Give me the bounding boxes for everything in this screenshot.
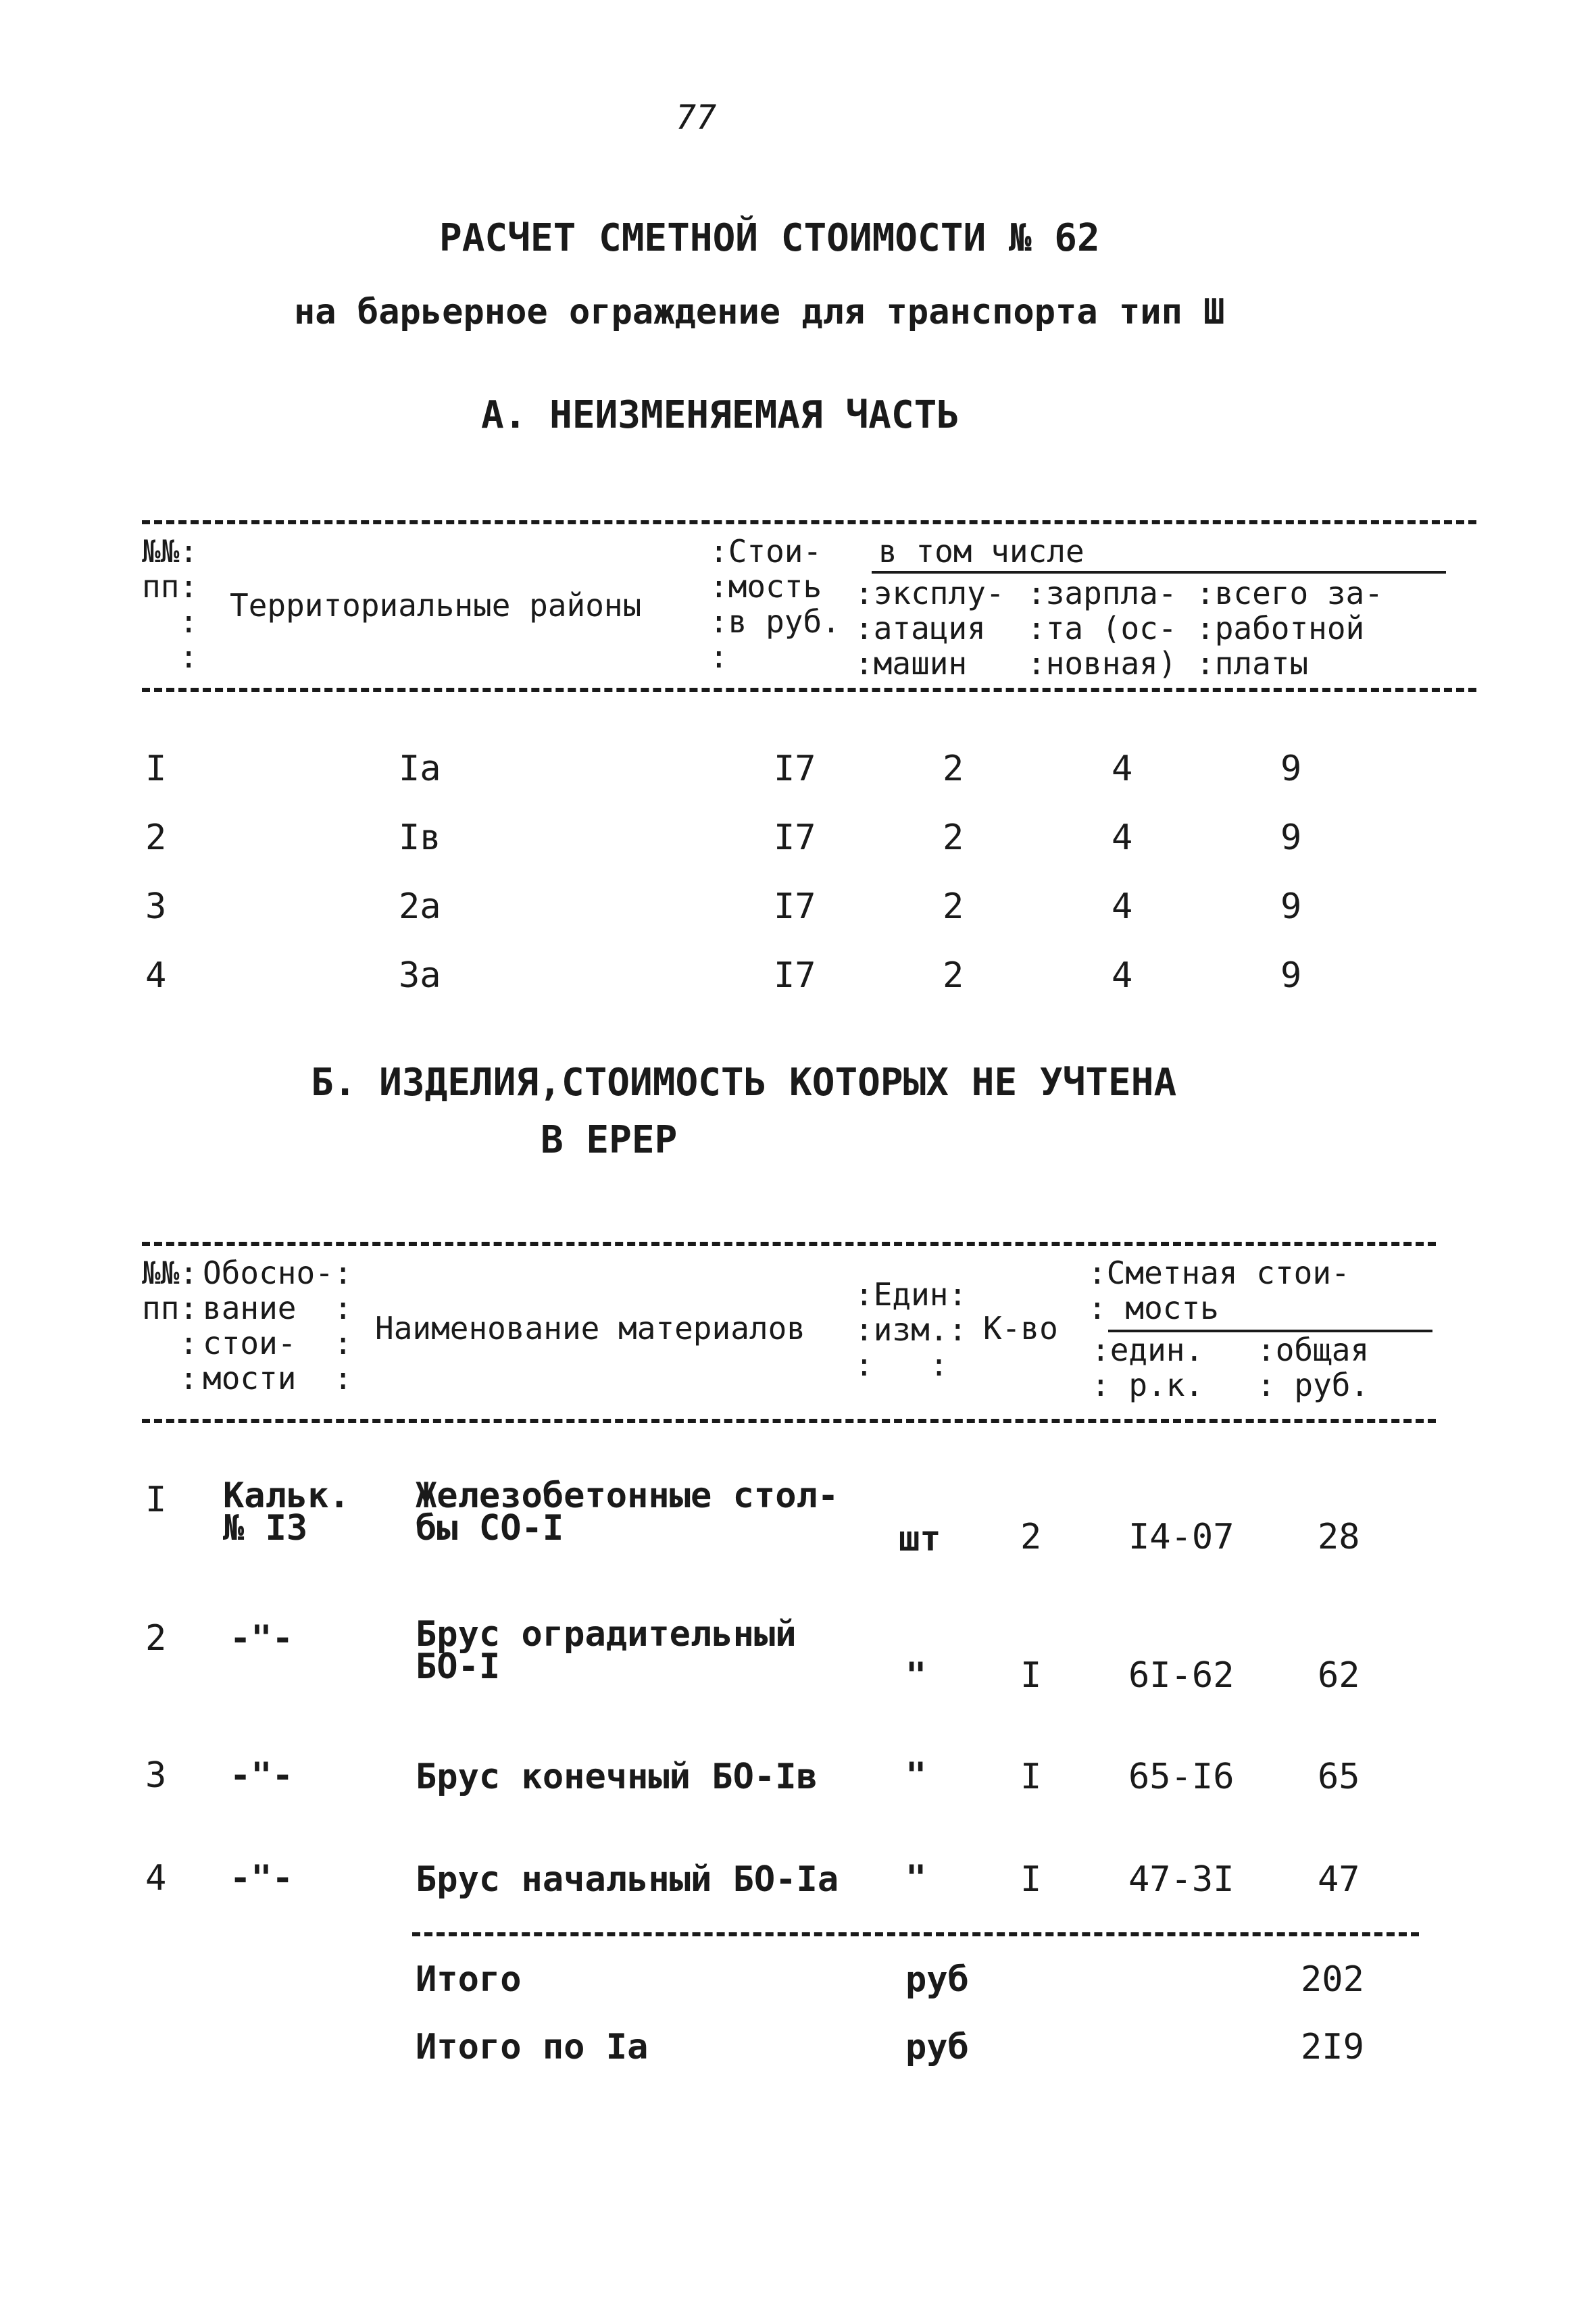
table-cell: 47-3I bbox=[1128, 1859, 1235, 1900]
table-cell: Итого bbox=[416, 1959, 522, 2000]
table-cell: 9 bbox=[1280, 886, 1302, 927]
section-b-heading-2: В ЕРЕР bbox=[541, 1118, 678, 1162]
table-cell: Брус конечный БО-Iв bbox=[416, 1757, 818, 1797]
table-cell: I bbox=[1020, 1655, 1042, 1696]
table-cell: 3 bbox=[145, 1755, 167, 1796]
table-cell: 2 bbox=[1020, 1517, 1042, 1557]
document-title: РАСЧЕТ СМЕТНОЙ СТОИМОСТИ № 62 bbox=[439, 216, 1100, 260]
table-cell: шт bbox=[899, 1519, 941, 1559]
table-a-incl-rule bbox=[872, 571, 1446, 574]
table-cell: 9 bbox=[1280, 955, 1302, 996]
table-cell: 2I9 bbox=[1301, 2027, 1364, 2067]
section-b-heading: Б. ИЗДЕЛИЯ,СТОИМОСТЬ КОТОРЫХ НЕ УЧТЕНА bbox=[311, 1061, 1177, 1105]
table-cell: 6I-62 bbox=[1128, 1655, 1235, 1696]
table-cell: " bbox=[905, 1755, 927, 1796]
document-subtitle: на барьерное ограждение для транспорта тип Ш bbox=[294, 292, 1225, 332]
table-cell: I7 bbox=[774, 955, 816, 996]
table-cell: 4 bbox=[1112, 749, 1133, 789]
table-cell: Iв bbox=[399, 818, 441, 858]
table-b-col-unit: :Един: :изм.: : : bbox=[855, 1276, 968, 1383]
table-cell: Брус оградительный БО-I bbox=[416, 1614, 797, 1687]
table-cell: -"- bbox=[230, 1755, 293, 1796]
table-cell: 4 bbox=[1112, 955, 1133, 996]
table-cell: 4 bbox=[1112, 886, 1133, 927]
table-cell: руб bbox=[905, 2027, 969, 2067]
table-cell: 3а bbox=[399, 955, 441, 996]
table-cell: 4 bbox=[1112, 818, 1133, 858]
table-cell: 4 bbox=[145, 955, 167, 996]
table-cell: I4-07 bbox=[1128, 1517, 1235, 1557]
table-a-col-salary: :зарпла- :та (ос- :новная) bbox=[1027, 575, 1177, 682]
table-a-col-region: Территориальные районы bbox=[230, 587, 642, 624]
table-b-header-rule bbox=[142, 1419, 1436, 1423]
table-b-col-name: Наименование материалов bbox=[375, 1310, 805, 1347]
table-a-col-num: №№: пп: : : bbox=[142, 533, 199, 675]
table-cell: 28 bbox=[1318, 1517, 1360, 1557]
table-cell: -"- bbox=[230, 1858, 293, 1898]
table-cell: I bbox=[1020, 1757, 1042, 1797]
page-number: 77 bbox=[676, 98, 717, 137]
table-a-col-cost: :Стои- :мость :в руб. : bbox=[709, 533, 841, 675]
table-cell: 2 bbox=[145, 818, 167, 858]
table-cell: " bbox=[905, 1655, 927, 1696]
table-cell: 2а bbox=[399, 886, 441, 927]
table-cell: 2 bbox=[943, 749, 964, 789]
table-b-col-basis: Обосно-: вание : стои- : мости : bbox=[203, 1255, 353, 1397]
table-cell: I bbox=[145, 749, 167, 789]
table-a-col-incl: в том числе bbox=[878, 533, 1084, 570]
table-b-col-unit-price: :един. : р.к. bbox=[1091, 1332, 1204, 1403]
table-cell: 65-I6 bbox=[1128, 1757, 1235, 1797]
table-cell: " bbox=[905, 1858, 927, 1898]
table-b-col-num: №№: пп: : : bbox=[142, 1255, 199, 1397]
table-cell: I bbox=[1020, 1859, 1042, 1900]
table-cell: 9 bbox=[1280, 818, 1302, 858]
table-b-col-qty: К-во bbox=[983, 1310, 1058, 1347]
table-cell: 2 bbox=[145, 1618, 167, 1659]
table-cell: 4 bbox=[145, 1858, 167, 1898]
table-cell: 65 bbox=[1318, 1757, 1360, 1797]
table-a-col-total-salary: :всего за- :работной :платы bbox=[1196, 575, 1383, 682]
table-cell: Брус начальный БО-Iа bbox=[416, 1859, 839, 1900]
table-cell: I7 bbox=[774, 818, 816, 858]
table-cell: 2 bbox=[943, 886, 964, 927]
table-cell: -"- bbox=[230, 1618, 293, 1659]
table-cell: I bbox=[145, 1480, 167, 1520]
table-cell: Кальк. № I3 bbox=[223, 1476, 350, 1549]
table-cell: 62 bbox=[1318, 1655, 1360, 1696]
table-b-totals-rule bbox=[412, 1932, 1419, 1936]
table-cell: 3 bbox=[145, 886, 167, 927]
table-cell: Итого по Iа bbox=[416, 2027, 649, 2067]
table-cell: 2 bbox=[943, 955, 964, 996]
section-a-heading: А. НЕИЗМЕНЯЕМАЯ ЧАСТЬ bbox=[481, 393, 960, 437]
table-a-col-machines: :эксплу- :атация :машин bbox=[855, 575, 1005, 682]
table-cell: Iа bbox=[399, 749, 441, 789]
table-cell: 202 bbox=[1301, 1959, 1364, 2000]
table-cell: руб bbox=[905, 1959, 969, 2000]
table-cell: Железобетонные стол- бы СО-I bbox=[416, 1476, 839, 1549]
table-a-header-rule bbox=[142, 688, 1476, 692]
table-b-col-total: :общая : руб. bbox=[1257, 1332, 1370, 1403]
table-cell: 2 bbox=[943, 818, 964, 858]
table-cell: 47 bbox=[1318, 1859, 1360, 1900]
table-cell: I7 bbox=[774, 886, 816, 927]
table-cell: I7 bbox=[774, 749, 816, 789]
table-a-top-rule bbox=[142, 520, 1476, 524]
table-b-top-rule bbox=[142, 1242, 1436, 1246]
table-b-col-cost: :Сметная стои- : мость bbox=[1088, 1255, 1350, 1326]
table-cell: 9 bbox=[1280, 749, 1302, 789]
